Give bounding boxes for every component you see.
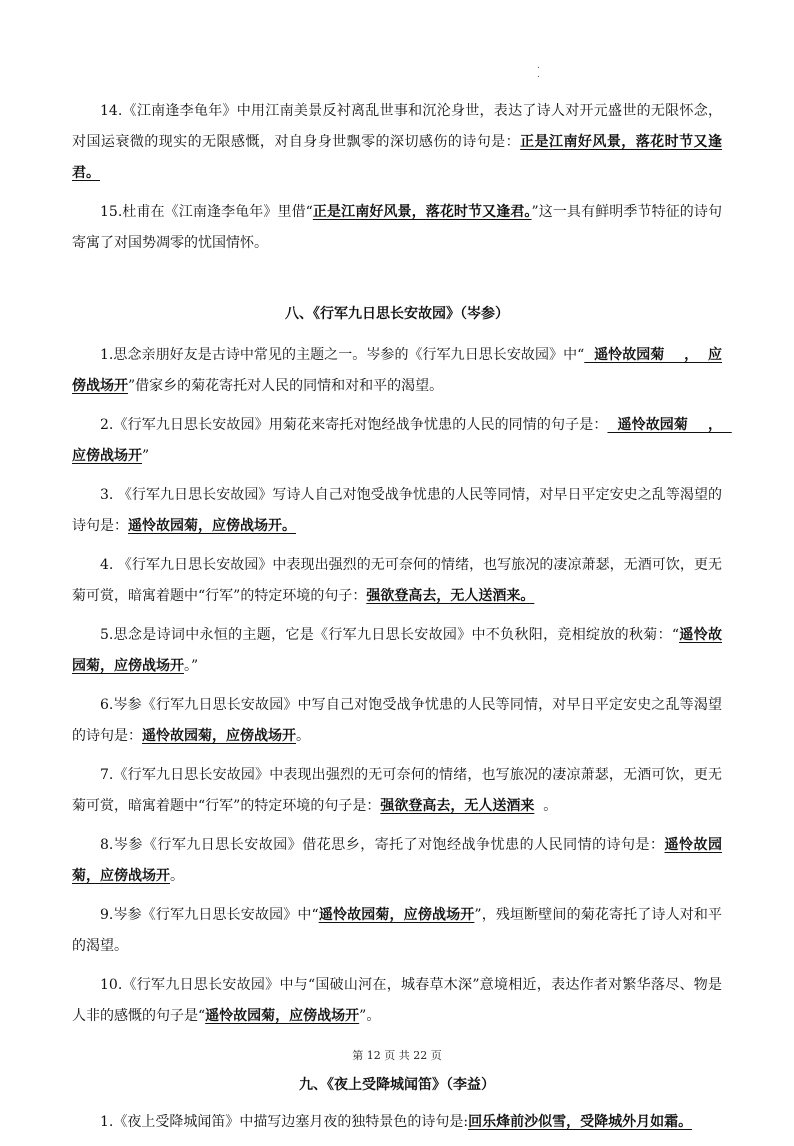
answer-text: 遥怜故园菊，应傍战场开: [72, 627, 723, 674]
question-text-tail: ”: [142, 448, 150, 464]
question-item: [72, 96, 722, 189]
question-text-tail: 。: [534, 798, 558, 814]
question-item: [72, 340, 722, 402]
question-text: 2.《行军九日思长安故园》用菊花来寄托对饱经战争忧患的人民的同情的句子是：: [100, 417, 608, 433]
answer-text: 遥怜故园菊，应傍战场开: [142, 728, 296, 744]
question-item: [72, 197, 722, 259]
question-text: 6.岑参《行军九日思长安故园》中写自己对饱受战争忧患的人民等同情，对早日平定安史之乱等渴望的诗句是：: [72, 697, 722, 744]
question-text-tail: 。”: [184, 658, 199, 674]
question-item: [72, 480, 722, 542]
question-item: [72, 900, 722, 962]
question-text-tail: ”。: [359, 1008, 381, 1024]
question-text-tail: ”这一具有鲜明季节特征的诗句寄寓了对国势凋零的忧国情怀。: [72, 204, 722, 251]
question-item: [72, 550, 722, 612]
question-text: 7.《行军九日思长安故园》中表现出强烈的无可奈何的情绪，也写旅况的凄凉萧瑟，无酒可饮，更无菊可赏，暗寓着题中“行军”的特定环境的句子是：: [72, 767, 722, 814]
question-text: 15.杜甫在《江南逢李龟年》里借“: [100, 204, 313, 220]
question-text: 9.岑参《行军九日思长安故园》中“: [100, 907, 319, 923]
question-text: 5.思念是诗词中永恒的主题，它是《行军九日思长安故园》中不负秋阳，竞相绽放的秋菊：“: [100, 627, 680, 643]
answer-text: 遥怜故园菊 ， 应傍战场开: [72, 347, 722, 394]
question-text: 1.思念亲朋好友是古诗中常见的主题之一。岑参的《行军九日思长安故园》中“: [100, 347, 585, 363]
question-text: 3. 《行军九日思长安故园》写诗人自己对饱受战争忧患的人民等同情，对早日平定安史之乱等渴望的诗句是：: [72, 487, 722, 534]
answer-text: 遥怜故园菊 ， 应傍战场开: [72, 417, 732, 464]
section-8-items: [72, 340, 732, 1032]
question-text-tail: ”，残垣断壁间的菊花寄托了诗人对和平的渴望。: [72, 907, 723, 954]
question-text: 4. 《行军九日思长安故园》中表现出强烈的无可奈何的情绪，也写旅况的凄凉萧瑟，无酒可饮，更无菊可赏，暗寓着题中“行军”的特定环境的句子：: [72, 557, 722, 604]
question-text-tail: 。: [296, 728, 310, 744]
question-item: [72, 970, 722, 1032]
answer-text: 强欲登高去，无人送酒来。: [366, 588, 535, 604]
answer-text: 正是江南好风景，落花时节又逢君。: [312, 204, 532, 220]
answer-text: 强欲登高去，无人送酒来: [380, 798, 535, 814]
page-content: [72, 96, 732, 1146]
section-9-title: 九、《夜上受降城闻笛》（李益）: [299, 1077, 495, 1093]
answer-text: 遥怜故园菊，应傍战场开: [205, 1008, 360, 1024]
section-8-title: 八、《行军九日思长安故园》（岑参）: [285, 306, 509, 322]
question-item: [72, 830, 722, 892]
top-items-list: [72, 96, 722, 259]
question-item: [72, 410, 732, 472]
answer-text: 遥怜故园菊，应傍战场开。: [128, 518, 296, 534]
answer-text: 回乐烽前沙似雪，受降城外月如霜。: [468, 1114, 693, 1130]
question-item: [72, 690, 722, 752]
page-footer: 第 12 页 共 22 页: [352, 1049, 442, 1062]
question-text: 1.《夜上受降城闻笛》中描写边塞月夜的独特景色的诗句是:: [100, 1114, 469, 1130]
question-item: [72, 620, 722, 682]
question-text: 14.《江南逢李龟年》中用江南美景反衬离乱世事和沉沦身世，表达了诗人对开元盛世的无限怀念，对国运衰微的现实的无限感慨，对自身身世飘零的深切感伤的诗句是：: [72, 103, 722, 150]
question-item: [72, 760, 722, 822]
answer-text: 遥怜故园菊，应傍战场开: [318, 907, 475, 923]
question-text: 10.《行军九日思长安故园》中与“国破山河在，城春草木深”意境相近，表达作者对繁华落尽、物是人非的感慨的句子是“: [72, 977, 722, 1024]
answer-text: 遥怜故园菊，应傍战场开: [72, 837, 723, 884]
question-text-tail: ”借家乡的菊花寄托对人民的同情和对和平的渴望。: [128, 378, 444, 394]
answer-text: 正是江南好风景，落花时节又逢君。: [72, 134, 723, 181]
header-marks: . .: [537, 61, 540, 80]
question-text: 8.岑参《行军九日思长安故园》借花思乡，寄托了对饱经战争忧患的人民同情的诗句是：: [100, 837, 665, 853]
question-text-tail: 。: [170, 868, 184, 884]
